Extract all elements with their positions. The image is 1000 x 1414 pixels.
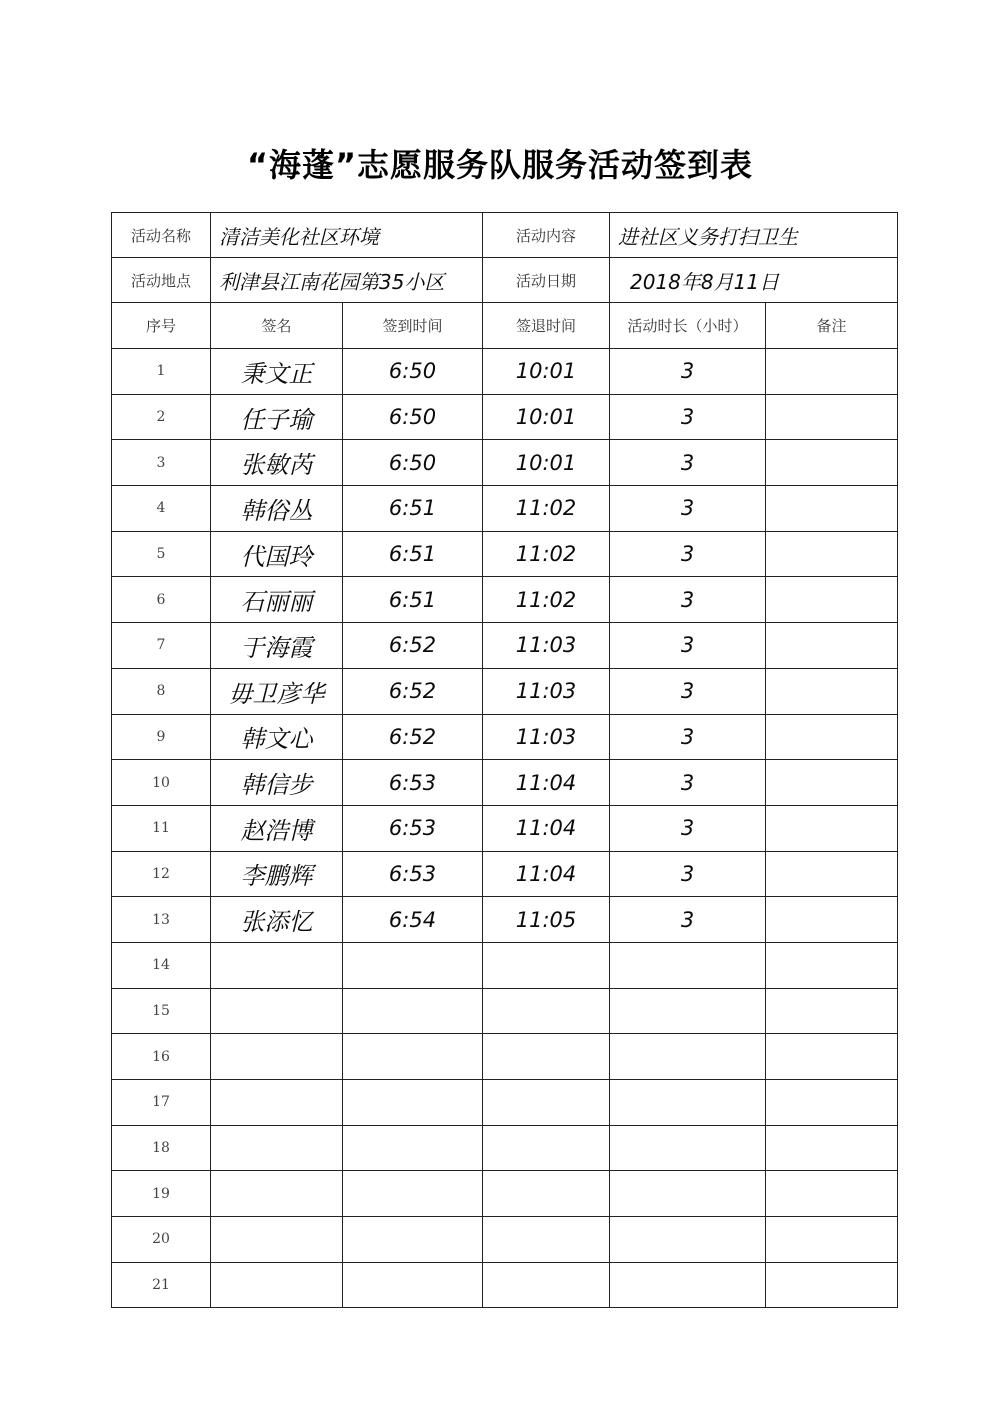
remark-cell <box>766 1171 898 1217</box>
table-row <box>112 531 898 577</box>
table-row <box>112 1262 898 1308</box>
duration-cell <box>610 1125 766 1171</box>
table-row <box>112 1034 898 1080</box>
checkin-time-cell: 6:53 <box>343 805 483 851</box>
signature-cell: 代国玲 <box>211 531 343 577</box>
duration-cell <box>610 1080 766 1126</box>
column-header-checkin: 签到时间 <box>343 303 483 349</box>
row-number: 21 <box>112 1262 211 1308</box>
checkout-time-cell <box>483 1262 610 1308</box>
activity-name-value: 清洁美化社区环境 <box>211 213 483 258</box>
signature-cell: 于海霞 <box>211 623 343 669</box>
activity-location-value: 利津县江南花园第35小区 <box>211 258 483 303</box>
signature-cell <box>211 1034 343 1080</box>
signature-cell: 赵浩博 <box>211 805 343 851</box>
row-number: 4 <box>112 486 211 532</box>
checkout-time-cell: 11:02 <box>483 531 610 577</box>
remark-cell <box>766 1034 898 1080</box>
duration-cell: 3 <box>610 577 766 623</box>
duration-cell: 3 <box>610 805 766 851</box>
signature-cell: 张添忆 <box>211 897 343 943</box>
table-row <box>112 897 898 943</box>
row-number: 5 <box>112 531 211 577</box>
remark-cell <box>766 349 898 395</box>
checkin-time-cell: 6:52 <box>343 714 483 760</box>
remark-cell <box>766 486 898 532</box>
row-number: 9 <box>112 714 211 760</box>
column-header-duration: 活动时长（小时） <box>610 303 766 349</box>
remark-cell <box>766 394 898 440</box>
table-row <box>112 440 898 486</box>
remark-cell <box>766 577 898 623</box>
checkout-time-cell <box>483 1080 610 1126</box>
table-row <box>112 942 898 988</box>
signature-cell: 毋卫彦华 <box>211 668 343 714</box>
remark-cell <box>766 714 898 760</box>
checkin-time-cell: 6:51 <box>343 531 483 577</box>
row-number: 2 <box>112 394 211 440</box>
duration-cell: 3 <box>610 440 766 486</box>
remark-cell <box>766 760 898 806</box>
remark-cell <box>766 1217 898 1263</box>
checkin-time-cell: 6:53 <box>343 760 483 806</box>
checkout-time-cell <box>483 942 610 988</box>
checkout-time-cell: 11:05 <box>483 897 610 943</box>
column-header-signature: 签名 <box>211 303 343 349</box>
duration-cell <box>610 1171 766 1217</box>
signature-cell <box>211 988 343 1034</box>
duration-cell: 3 <box>610 486 766 532</box>
checkin-time-cell: 6:51 <box>343 486 483 532</box>
table-row <box>112 988 898 1034</box>
checkout-time-cell: 11:03 <box>483 623 610 669</box>
checkout-time-cell <box>483 1034 610 1080</box>
checkin-time-cell: 6:50 <box>343 349 483 395</box>
duration-cell <box>610 942 766 988</box>
checkin-time-cell <box>343 1171 483 1217</box>
checkin-time-cell <box>343 1217 483 1263</box>
checkin-time-cell <box>343 1034 483 1080</box>
checkin-time-cell: 6:54 <box>343 897 483 943</box>
duration-cell: 3 <box>610 668 766 714</box>
checkin-time-cell <box>343 1262 483 1308</box>
activity-date-label: 活动日期 <box>483 258 610 303</box>
checkin-time-cell: 6:52 <box>343 623 483 669</box>
checkout-time-cell: 11:02 <box>483 486 610 532</box>
duration-cell: 3 <box>610 623 766 669</box>
remark-cell <box>766 668 898 714</box>
row-number: 20 <box>112 1217 211 1263</box>
checkin-time-cell: 6:50 <box>343 394 483 440</box>
checkin-time-cell <box>343 988 483 1034</box>
row-number: 1 <box>112 349 211 395</box>
duration-cell <box>610 988 766 1034</box>
remark-cell <box>766 1125 898 1171</box>
checkout-time-cell <box>483 1125 610 1171</box>
signature-cell <box>211 1217 343 1263</box>
checkout-time-cell: 11:04 <box>483 805 610 851</box>
row-number: 13 <box>112 897 211 943</box>
info-row-activity <box>112 213 898 258</box>
duration-cell: 3 <box>610 851 766 897</box>
signature-cell: 石丽丽 <box>211 577 343 623</box>
row-number: 8 <box>112 668 211 714</box>
activity-name-label: 活动名称 <box>112 213 211 258</box>
signature-cell: 秉文正 <box>211 349 343 395</box>
remark-cell <box>766 1080 898 1126</box>
row-number: 16 <box>112 1034 211 1080</box>
row-number: 17 <box>112 1080 211 1126</box>
signature-cell <box>211 1171 343 1217</box>
signature-cell: 李鹏辉 <box>211 851 343 897</box>
signature-cell <box>211 942 343 988</box>
remark-cell <box>766 1262 898 1308</box>
signature-cell: 任子瑜 <box>211 394 343 440</box>
table-row <box>112 1125 898 1171</box>
row-number: 14 <box>112 942 211 988</box>
checkin-time-cell: 6:52 <box>343 668 483 714</box>
remark-cell <box>766 897 898 943</box>
checkin-time-cell: 6:50 <box>343 440 483 486</box>
checkout-time-cell: 10:01 <box>483 440 610 486</box>
table-row <box>112 623 898 669</box>
activity-location-label: 活动地点 <box>112 258 211 303</box>
checkout-time-cell <box>483 1217 610 1263</box>
duration-cell <box>610 1262 766 1308</box>
table-row <box>112 1171 898 1217</box>
duration-cell: 3 <box>610 394 766 440</box>
checkout-time-cell <box>483 988 610 1034</box>
activity-date-value: 2018年8月11日 <box>610 258 898 303</box>
duration-cell: 3 <box>610 714 766 760</box>
table-row <box>112 714 898 760</box>
checkout-time-cell: 10:01 <box>483 349 610 395</box>
signature-cell <box>211 1262 343 1308</box>
table-row <box>112 760 898 806</box>
signature-cell: 韩文心 <box>211 714 343 760</box>
duration-cell: 3 <box>610 531 766 577</box>
checkin-time-cell <box>343 1080 483 1126</box>
info-row-location <box>112 258 898 303</box>
duration-cell: 3 <box>610 760 766 806</box>
checkout-time-cell: 11:03 <box>483 714 610 760</box>
signature-cell: 张敏芮 <box>211 440 343 486</box>
checkout-time-cell <box>483 1171 610 1217</box>
remark-cell <box>766 805 898 851</box>
header-row <box>112 303 898 349</box>
checkout-time-cell: 11:04 <box>483 760 610 806</box>
column-header-checkout: 签退时间 <box>483 303 610 349</box>
table-row <box>112 851 898 897</box>
remark-cell <box>766 623 898 669</box>
column-header-remark: 备注 <box>766 303 898 349</box>
remark-cell <box>766 531 898 577</box>
checkin-time-cell <box>343 942 483 988</box>
checkout-time-cell: 11:04 <box>483 851 610 897</box>
signature-cell: 韩俗丛 <box>211 486 343 532</box>
activity-content-value: 进社区义务打扫卫生 <box>610 213 898 258</box>
remark-cell <box>766 440 898 486</box>
table-row <box>112 1080 898 1126</box>
row-number: 18 <box>112 1125 211 1171</box>
checkout-time-cell: 11:02 <box>483 577 610 623</box>
checkin-time-cell: 6:51 <box>343 577 483 623</box>
signature-cell <box>211 1125 343 1171</box>
table-row <box>112 394 898 440</box>
row-number: 12 <box>112 851 211 897</box>
duration-cell <box>610 1217 766 1263</box>
duration-cell <box>610 1034 766 1080</box>
table-row <box>112 805 898 851</box>
row-number: 19 <box>112 1171 211 1217</box>
row-number: 6 <box>112 577 211 623</box>
remark-cell <box>766 942 898 988</box>
row-number: 3 <box>112 440 211 486</box>
checkout-time-cell: 10:01 <box>483 394 610 440</box>
column-header-no: 序号 <box>112 303 211 349</box>
table-row <box>112 349 898 395</box>
signature-cell <box>211 1080 343 1126</box>
remark-cell <box>766 851 898 897</box>
sign-in-table <box>111 212 898 1308</box>
row-number: 15 <box>112 988 211 1034</box>
row-number: 10 <box>112 760 211 806</box>
checkin-time-cell: 6:53 <box>343 851 483 897</box>
checkin-time-cell <box>343 1125 483 1171</box>
row-number: 11 <box>112 805 211 851</box>
table-row <box>112 486 898 532</box>
page-title: “海蓬”志愿服务队服务活动签到表 <box>246 146 754 184</box>
remark-cell <box>766 988 898 1034</box>
table-row <box>112 1217 898 1263</box>
table-row <box>112 668 898 714</box>
duration-cell: 3 <box>610 897 766 943</box>
checkout-time-cell: 11:03 <box>483 668 610 714</box>
duration-cell: 3 <box>610 349 766 395</box>
table-row <box>112 577 898 623</box>
activity-content-label: 活动内容 <box>483 213 610 258</box>
signature-cell: 韩信步 <box>211 760 343 806</box>
row-number: 7 <box>112 623 211 669</box>
